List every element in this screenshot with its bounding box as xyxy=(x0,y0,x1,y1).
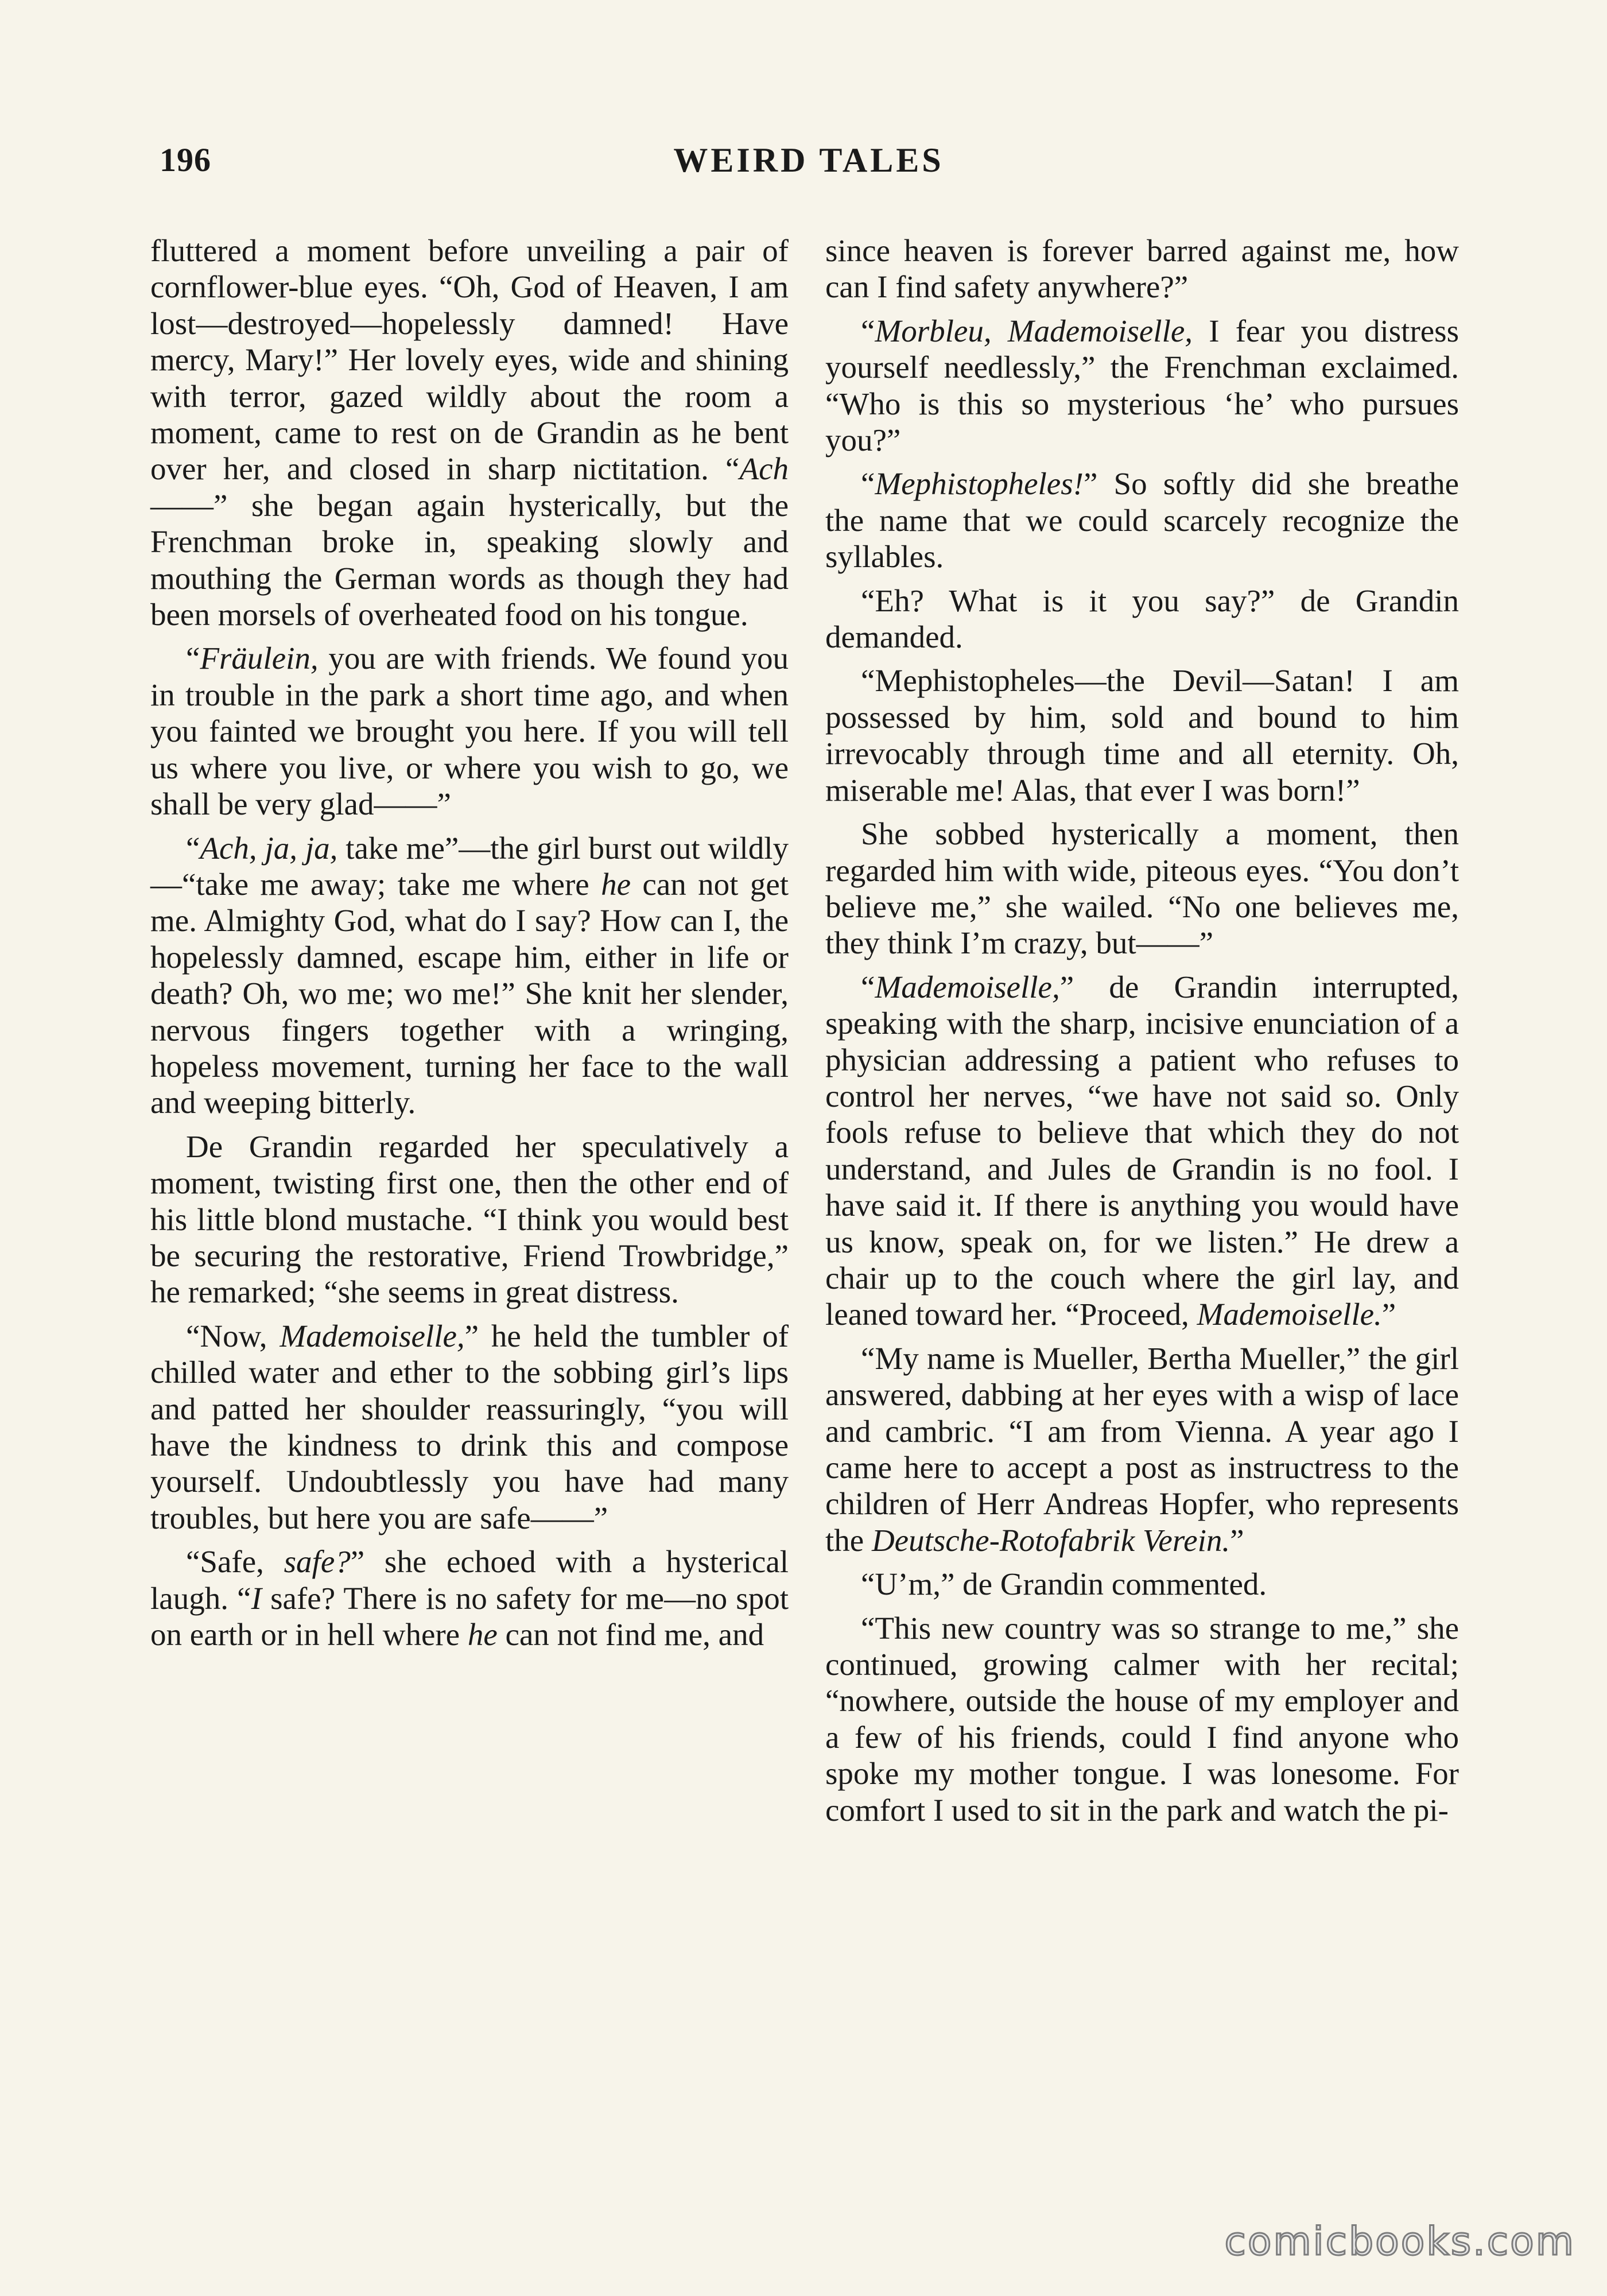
text-run: “This new country was so strange to me,” she continued, growing calmer with her recital; “nowhere, outside the house of my employer and a few of his friends, could I find anyone who spoke my mother tongue. I was lonesome. For comfort I used to sit in the park and watch the pi- xyxy=(825,1610,1459,1828)
paragraph xyxy=(150,1128,789,1310)
watermark: comicbooks.com xyxy=(1224,2219,1575,2264)
left-text-column xyxy=(150,232,789,1653)
text-run: De Grandin regarded her speculatively a moment, twisting first one, then the other end of his little blond mustache. “I think you would best be securing the restorative, Friend Trowbridge,” he remarked; “she seems in great distress. xyxy=(150,1128,789,1310)
italic-text: I xyxy=(251,1580,262,1616)
italic-text: safe? xyxy=(284,1544,351,1580)
paragraph xyxy=(825,1610,1459,1828)
paragraph xyxy=(150,1543,789,1653)
text-run: “Mephistopheles—the Devil—Satan! I am possessed by him, sold and bound to him irrevocably through time and all eternity. Oh, miserable me! Alas, that ever I was born!” xyxy=(825,663,1459,808)
paragraph xyxy=(825,662,1459,808)
paragraph xyxy=(825,1566,1459,1602)
text-run: fluttered a moment before unveiling a pair of cornflower-blue eyes. “Oh, God of Heaven, I am lost—destroyed—hopelessly damned! Have mercy, Mary!” Her lovely eyes, wide and shining with terror, gazed wildly about the room a moment, came to rest on de Grandin as he bent over her, and closed in sharp nictitation. “ xyxy=(150,233,789,487)
text-run: I fear you distress yourself needlessly,” the Frenchman exclaimed. “Who is this so mysterious ‘he’ who pursues you?” xyxy=(825,313,1459,458)
text-run: “U’m,” de Grandin commented. xyxy=(861,1566,1267,1602)
italic-text: Fräulein, xyxy=(200,641,319,676)
text-run: ” xyxy=(1381,1297,1396,1332)
text-run: ” So softly did she breathe the name that we could scarcely recognize the syllables. xyxy=(825,466,1459,575)
running-head: WEIRD TALES xyxy=(673,141,944,179)
text-run: “ xyxy=(861,313,875,348)
text-run: ” de Grandin interrupted, speaking with the sharp, incisive enunciation of a physician addressing a patient who refuses to control her nerves, “we have not said so. Only fools refuse to believe that which they do not understand, and Jules de Grandin is no fool. I have said it. If there is anything you would have us know, speak on, for we listen.” He drew a chair up to the couch where the girl lay, and leaned toward her. “Proceed, xyxy=(825,969,1459,1332)
italic-text: Mademoiselle, xyxy=(875,969,1060,1004)
italic-text: Mademoiselle. xyxy=(1197,1297,1382,1332)
text-run: take me”—the girl burst out wildly—“take me away; take me where xyxy=(150,830,789,902)
italic-text: he xyxy=(467,1617,498,1653)
page-header xyxy=(160,141,1458,187)
text-run: “Eh? What is it you say?” de Grandin demanded. xyxy=(825,583,1459,655)
italic-text: Mephistopheles! xyxy=(875,466,1084,502)
paragraph xyxy=(150,830,789,1121)
text-run: “Now, xyxy=(186,1318,280,1353)
page-number: 196 xyxy=(160,141,211,179)
text-run: ——” she began again hysterically, but the Frenchman broke in, speaking slowly and mouthing the German words as though they had been morsels of overheated food on his tongue. xyxy=(150,487,789,633)
paragraph xyxy=(825,969,1459,1333)
text-run: “ xyxy=(861,969,875,1004)
italic-text: Morbleu, Mademoiselle, xyxy=(875,313,1193,348)
text-run: since heaven is forever barred against me, how can I find safety anywhere?” xyxy=(825,233,1459,305)
text-run: ” she echoed with a hysterical laugh. “ xyxy=(150,1544,789,1616)
paragraph xyxy=(825,232,1459,305)
text-run: can not find me, and xyxy=(497,1617,764,1653)
text-run: “ xyxy=(186,641,200,676)
italic-text: Deutsche-Rotofabrik Verein. xyxy=(871,1522,1231,1558)
text-run: “Safe, xyxy=(186,1544,284,1580)
paragraph xyxy=(150,640,789,822)
text-run: ” he held the tumbler of chilled water and ether to the sobbing girl’s lips and patted her shoulder reassuringly, “you will have the kindness to drink this and compose yourself. Undoubtlessly you have had many troubles, but here you are safe——” xyxy=(150,1318,789,1535)
italic-text: he xyxy=(601,866,631,902)
right-text-column xyxy=(825,232,1459,1828)
paragraph xyxy=(825,583,1459,656)
text-run: She sobbed hysterically a moment, then regarded him with wide, piteous eyes. “You don’t believe me,” she wailed. “No one believes me, they think I’m crazy, but——” xyxy=(825,816,1459,961)
paragraph xyxy=(825,313,1459,459)
paragraph xyxy=(825,816,1459,961)
text-run: you are with friends. We found you in trouble in the park a short time ago, and when you fainted we brought you here. If you will tell us where you live, or where you wish to go, we shall be very glad——” xyxy=(150,641,789,822)
text-run: “ xyxy=(861,466,875,502)
italic-text: Mademoiselle, xyxy=(280,1318,465,1353)
text-run: safe? There is no safety for me—no spot on earth or in hell where xyxy=(150,1580,789,1653)
paragraph xyxy=(150,1318,789,1536)
text-run: “My name is Mueller, Bertha Mueller,” the girl answered, dabbing at her eyes with a wisp of lace and cambric. “I am from Vienna. A year ago I came here to accept a post as instructress to the children of Herr Andreas Hopfer, who represents the xyxy=(825,1340,1459,1558)
text-run: “ xyxy=(186,830,200,866)
text-run: can not get me. Almighty God, what do I say? How can I, the hopelessly damned, escape him, either in life or death? Oh, wo me; wo me!” She knit her slender, nervous fingers together with a wringing, hopeless movement, turning her face to the wall and weeping bitterly. xyxy=(150,866,789,1120)
paragraph xyxy=(825,1340,1459,1558)
paragraph xyxy=(150,232,789,633)
paragraph xyxy=(825,466,1459,575)
text-run: ” xyxy=(1230,1522,1244,1558)
italic-text: Ach, ja, ja, xyxy=(200,830,338,866)
italic-text: Ach xyxy=(739,451,789,487)
